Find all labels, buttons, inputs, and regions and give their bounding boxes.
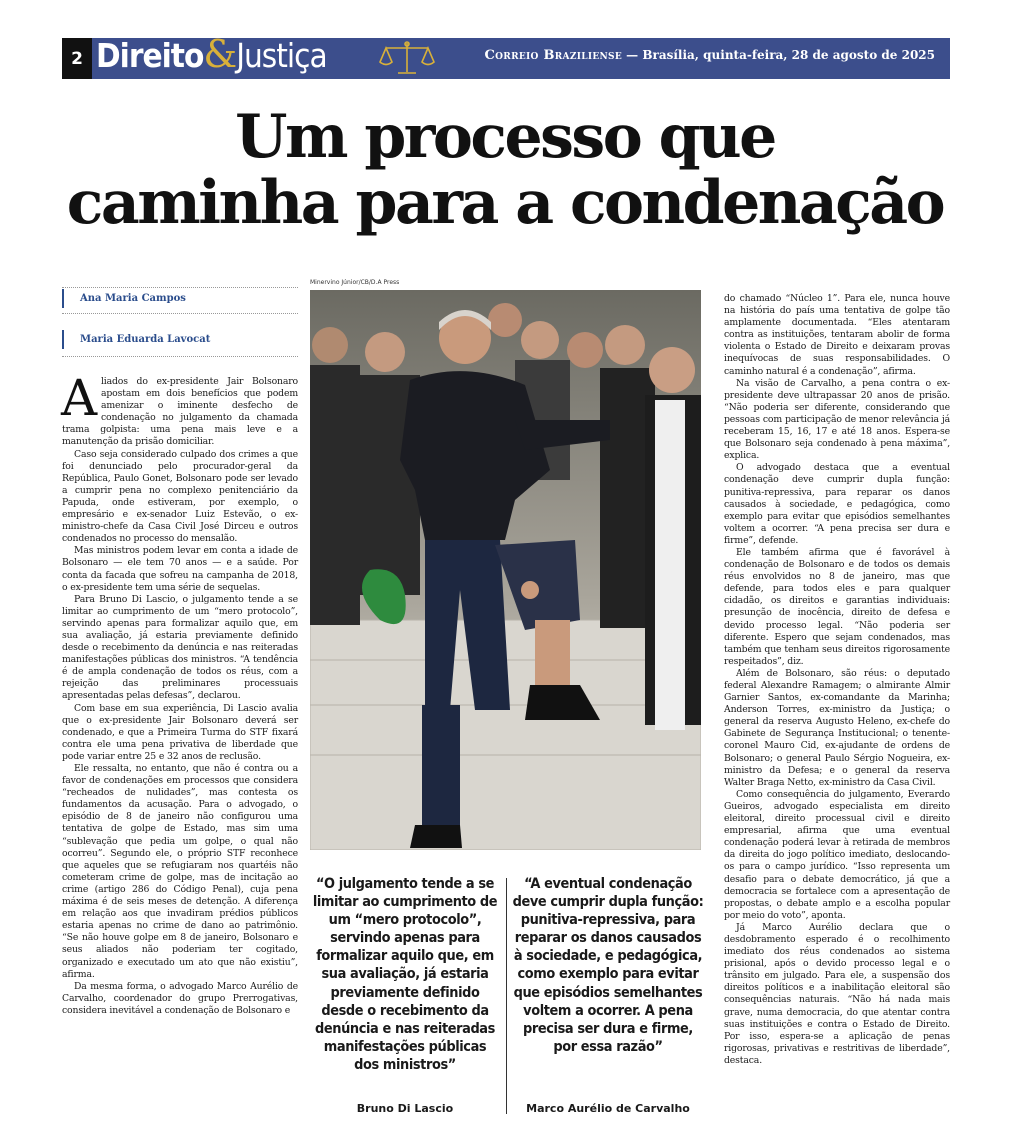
article-paragraph: Para Bruno Di Lascio, o julgamento tende a se limitar ao cumprimento de um “mero protocolo”, servindo apenas para formalizar aquilo que, em sua avaliação, já estaria previamente definido desde o recebimento da denúncia e nas reiteradas manifestações públicas dos ministros. “A tendência é de ampla condenação de todos os réus, com a rejeição das preliminares processuais apresentadas pelas defesas”, declarou.: [62, 593, 298, 702]
article-paragraph: O advogado destaca que a eventual condenação deve cumprir dupla função: punitiva-repressiva, para reparar os danos causados à sociedade, e pedagógica, como exemplo para evitar que episódios semelhantes voltem a ocorrer. “A pena precisa ser dura e firme”, defende.: [724, 462, 950, 546]
pull-quote-2-author: Marco Aurélio de Carvalho: [526, 1102, 690, 1115]
article-paragraph: Da mesma forma, o advogado Marco Aurélio de Carvalho, coordenador do grupo Prerrogativas, considera inevitável a condenação de Bolsonaro e: [62, 980, 298, 1016]
article-paragraph: do chamado “Núcleo 1”. Para ele, nunca houve na história do país uma tentativa de golpe tão amplamente documentada. “Eles atentaram contra as instituições, tentaram abolir de forma violenta o Estado de Direito e deixaram provas inequívocas de suas responsabilidades. O caminho natural é a condenação”, afirma.: [724, 293, 950, 377]
news-photo: [310, 290, 701, 850]
drop-cap: A: [61, 369, 97, 427]
article-paragraph: Ele ressalta, no entanto, que não é contra ou a favor de condenações em processos que considera “recheados de nulidades”, mas contesta os fundamentos da acusação. Para o advogado, o episódio de 8 de janeiro não configurou uma tentativa de golpe de Estado, mas sim uma “sublevação que pedia um golpe, o qual não ocorreu”. Segundo ele, o próprio STF reconhece que aqueles que se refugiaram nos quartéis não cometeram crime de golpe, mas de incitação ao crime (artigo 286 do Código Penal), cuja pena máxima é de seis meses de detenção. A diferença em relação aos que invadiram prédios públicos estaria apenas no crime de dano ao patrimônio. “Se não houve golpe em 8 de janeiro, Bolsonaro e seus aliados não poderiam ter cogitado, organizado e executado um ato que não existiu”, afirma.: [62, 763, 298, 980]
byline-divider: [62, 356, 298, 357]
article-column-3: [724, 293, 950, 1067]
article-paragraph: Caso seja considerado culpado dos crimes a que foi denunciado pelo procurador-geral da República, Paulo Gonet, Bolsonaro pode ser levado a cumprir pena no complexo penitenciário da Papuda, onde estiveram, por exemplo, o empresário e ex-senador Luiz Estevão, o ex-ministro-chefe da Casa Civil José Dirceu e outros condenados no processo do mensalão.: [62, 448, 298, 545]
article-paragraph: Como consequência do julgamento, Everardo Gueiros, advogado especialista em direito eleitoral, direito processual civil e direito empresarial, afirma que uma eventual condenação poderá levar à retirada de membros da direita do jogo político imediato, deslocando-os para o campo jurídico. “Isso representa um desafio para o debate democrático, já que a democracia se fortalece com a apresentação de propostas, o debate amplo e a escolha popular por meio do voto”, aponta.: [724, 788, 950, 921]
byline-author-2: Maria Eduarda Lavocat: [62, 330, 316, 349]
photo-credit: Minervino Júnior/CB/D.A Press: [310, 279, 400, 286]
byline-divider: [62, 313, 298, 314]
article-paragraph: Com base em sua experiência, Di Lascio avalia que o ex-presidente Jair Bolsonaro deverá ser condenado, e que a Primeira Turma do STF fixará contra ele uma pena privativa de liberdade que pode variar entre 25 e 32 anos de reclusão.: [62, 702, 298, 762]
pull-quote-1: “O julgamento tende a se limitar ao cumprimento de um “mero protocolo”, servindo apenas para formalizar aquilo que, em sua avaliação, já estaria previamente definido desde o recebimento da denúncia e nas reiteradas manifestações públicas dos ministros”: [312, 876, 498, 1073]
section-title-word2: Justiça: [236, 36, 327, 75]
section-title-word1: Direito: [96, 36, 204, 75]
article-paragraph: Ele também afirma que é favorável à condenação de Bolsonaro e de todos os demais réus envolvidos no 8 de janeiro, mas que defende, para todos eles e para qualquer cidadão, os direitos e garantias individuais: presunção de inocência, direito de defesa e devido processo legal. “Não poderia ser diferente. Espero que sejam condenados, mas também que tenham seus direitos rigorosamente respeitados”, diz.: [724, 546, 950, 667]
article-paragraph: Além de Bolsonaro, são réus: o deputado federal Alexandre Ramagem; o almirante Almir Garnier Santos, ex-comandante da Marinha; Anderson Torres, ex-ministro da Justiça; o general da reserva Augusto Heleno, ex-chefe do Gabinete de Segurança Institucional; o tenente-coronel Mauro Cid, ex-ajudante de ordens de Bolsonaro; o general Paulo Sérgio Nogueira, ex-ministro da Defesa; e o general da reserva Walter Braga Netto, ex-ministro da Casa Civil.: [724, 667, 950, 788]
headline-line-2: caminha para a condenação: [66, 168, 944, 238]
page-number: 2: [62, 38, 92, 79]
article-paragraph: Já Marco Aurélio declara que o desdobramento esperado é o recolhimento imediato dos réus condenados ao sistema prisional, após o devido processo legal e o trânsito em julgado. Para ele, a suspensão dos direitos políticos e a inabilitação eleitoral são consequências naturais. “Não há nada mais grave, numa democracia, do que atentar contra suas instituições e contra o Estado de Direito. Por isso, espera-se a aplicação de penas rigorosas, privativas e restritivas de liberdade”, destaca.: [724, 921, 950, 1066]
section-title-ampersand: &: [203, 32, 237, 76]
pull-quote-2: “A eventual condenação deve cumprir dupla função: punitiva-repressiva, para reparar os danos causados à sociedade, e pedagógica, como exemplo para evitar que episódios semelhantes voltem a ocorrer. A pena precisa ser dura e firme, por essa razão”: [512, 876, 704, 1055]
section-title: [96, 32, 327, 78]
dateline: — Brasília, quinta-feira, 28 de agosto de 2025: [622, 48, 935, 62]
pull-quote-divider: [506, 878, 507, 1114]
pull-quote-1-author: Bruno Di Lascio: [356, 1102, 454, 1115]
article-paragraph: Mas ministros podem levar em conta a idade de Bolsonaro — ele tem 70 anos — e a saúde. Por conta da facada que sofreu na campanha de 2018, o ex-presidente tem uma série de sequelas.: [62, 545, 298, 593]
scales-of-justice-icon: [378, 40, 436, 76]
article-column-1: [61, 369, 298, 1017]
photo-illustration: [310, 290, 701, 850]
headline: [40, 104, 970, 236]
byline-divider: [62, 287, 298, 288]
article-paragraph: Na visão de Carvalho, a pena contra o ex-presidente deve ultrapassar 20 anos de prisão. “Não poderia ser diferente, considerando que pessoas com participação de menor relevância já receberam 15, 16, 17 e até 18 anos. Espera-se que Bolsonaro seja condenado à pena máxima”, explica.: [724, 377, 950, 462]
newspaper-name: Correio Braziliense: [484, 48, 622, 63]
article-paragraph: Aliados do ex-presidente Jair Bolsonaro apostam em dois benefícios que podem amenizar o iminente desfecho de condenação no julgamento da chamada trama golpista: uma pena mais leve e a manutenção da prisão domiciliar.: [61, 369, 298, 448]
masthead-dateline: [485, 48, 936, 63]
byline-author-1: Ana Maria Campos: [62, 289, 316, 308]
headline-line-1: Um processo que: [235, 102, 775, 172]
